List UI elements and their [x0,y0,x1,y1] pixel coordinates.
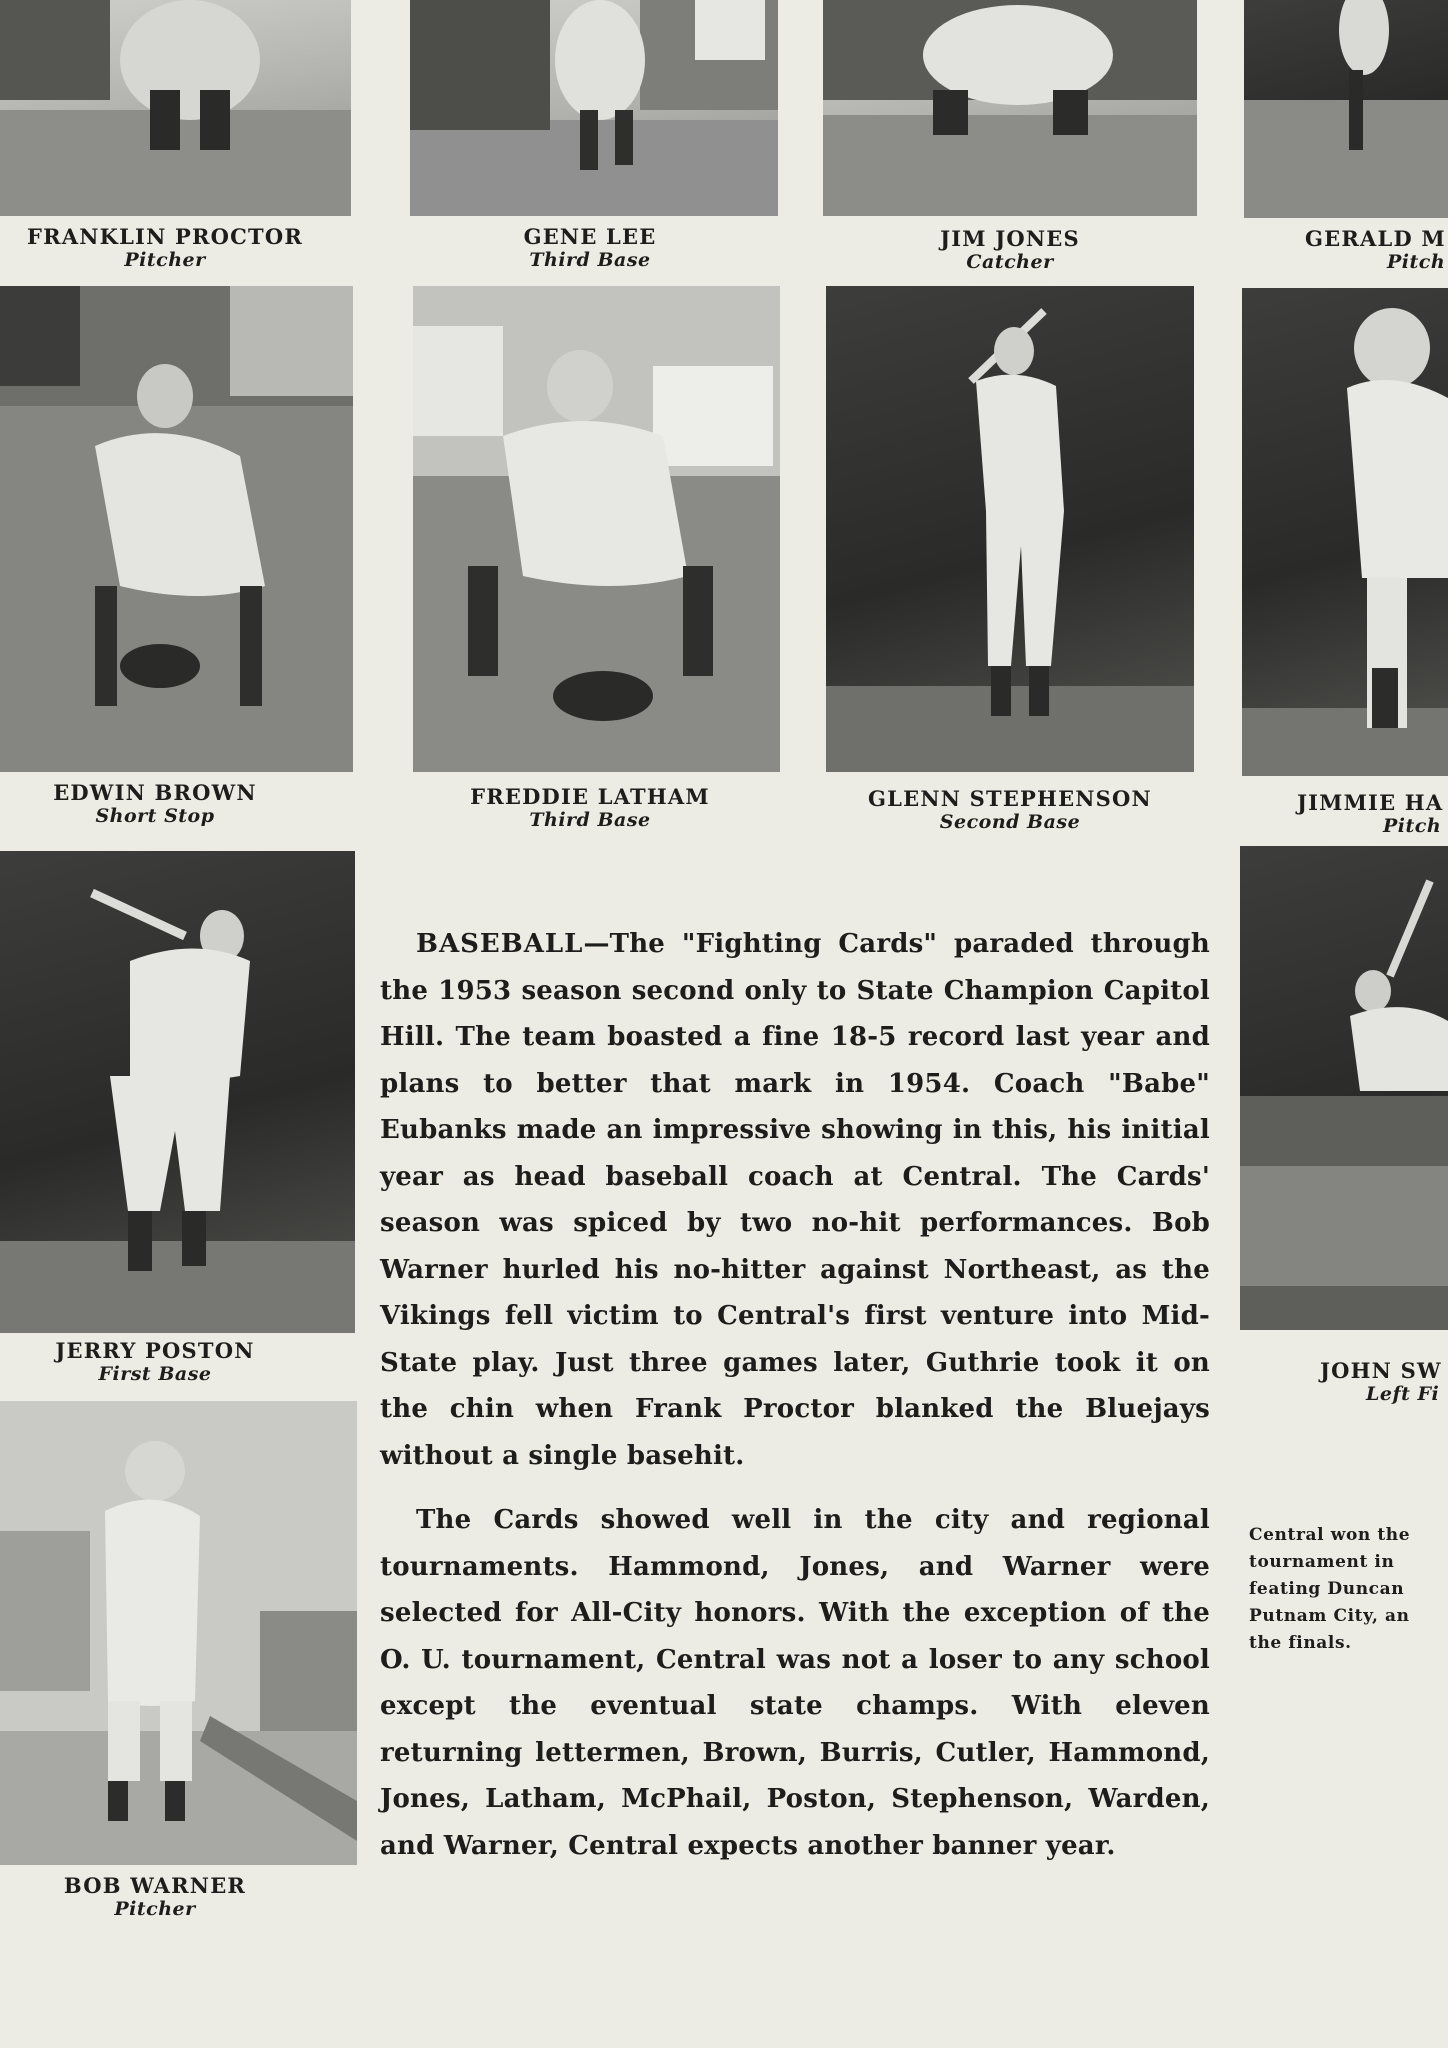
player-photo-latham [413,286,780,772]
player-photo-john [1240,846,1448,1330]
player-position: Pitch [1387,251,1446,273]
article-paragraph-1 [380,921,1210,1479]
player-name: FREDDIE LATHAM [470,784,710,809]
player-caption-latham [455,784,725,831]
article-lead: BASEBALL [416,929,584,959]
player-caption-poston [30,1338,280,1385]
player-position: First Base [98,1363,212,1385]
player-name: FRANKLIN PROCTOR [26,224,304,249]
player-position: Pitcher [114,1898,196,1920]
side-caption-line: tournament in [1249,1552,1395,1572]
player-name: EDWIN BROWN [53,780,257,805]
player-position: Third Base [529,249,651,271]
player-photo-gerald [1244,0,1448,218]
player-position: Left Fi [1366,1383,1440,1405]
player-caption-proctor [0,224,330,271]
player-name: GENE LEE [523,224,657,249]
player-photo-lee [410,0,778,216]
player-caption-jones [900,226,1120,273]
side-caption-line: Putnam City, an [1249,1606,1410,1626]
player-caption-warner [30,1873,280,1920]
player-caption-gerald [1305,226,1448,273]
side-caption-line: Central won the [1249,1525,1411,1545]
article-body [380,921,1210,1869]
article-paragraph-2: The Cards showed well in the city and regional tournaments. Hammond, Jones, and Warner were selected for All-City honors. With the exception of the O. U. tournament, Central was not a loser to any school except the eventual state champs. With eleven returning lettermen, Brown, Burris, Cutler, Hammond, Jones, Latham, McPhail, Poston, Stephenson, Warden, and Warner, Central expects another banner year. [380,1505,1210,1861]
player-photo-stephenson [826,286,1194,772]
player-name: BOB WARNER [63,1873,247,1898]
player-position: Third Base [529,809,651,831]
player-position: Pitch [1383,815,1442,837]
player-photo-brown [0,286,353,772]
player-caption-lee [490,224,690,271]
player-caption-brown [30,780,280,827]
player-position: Second Base [939,811,1081,833]
player-name: JIM JONES [940,226,1080,251]
player-caption-stephenson [855,786,1165,833]
player-photo-proctor [0,0,351,216]
player-name: JOHN SW [1320,1358,1442,1383]
player-caption-jimmie [1297,790,1448,837]
player-name: GLENN STEPHENSON [868,786,1152,811]
player-photo-warner [0,1401,357,1865]
player-name: JIMMIE HA [1297,790,1444,815]
player-position: Short Stop [95,805,215,827]
article-paragraph-1-text: —The "Fighting Cards" paraded through the 1953 season second only to State Champion Capitol Hill. The team boasted a fine 18-5 record last year and plans to better that mark in 1954. Coach "Babe" Eubanks made an impressive showing in this, his initial year as head baseball coach at Central. The Cards' season was spiced by two no-hit performances. Bob Warner hurled his no-hitter against Northeast, as the Vikings fell victim to Central's first venture into Mid-State play. Just three games later, Guthrie took it on the chin when Frank Proctor blanked the Bluejays without a single basehit. [380,929,1210,1471]
side-caption-line: feating Duncan [1249,1579,1405,1599]
player-photo-jimmie [1242,288,1448,776]
player-name: JERRY POSTON [55,1338,255,1363]
player-caption-john [1320,1358,1448,1405]
player-position: Catcher [966,251,1054,273]
player-photo-jones [823,0,1197,216]
side-caption-line: the finals. [1249,1633,1352,1653]
player-name: GERALD M [1305,226,1446,251]
player-photo-poston [0,851,355,1333]
side-caption [1249,1522,1448,1657]
player-position: Pitcher [124,249,206,271]
